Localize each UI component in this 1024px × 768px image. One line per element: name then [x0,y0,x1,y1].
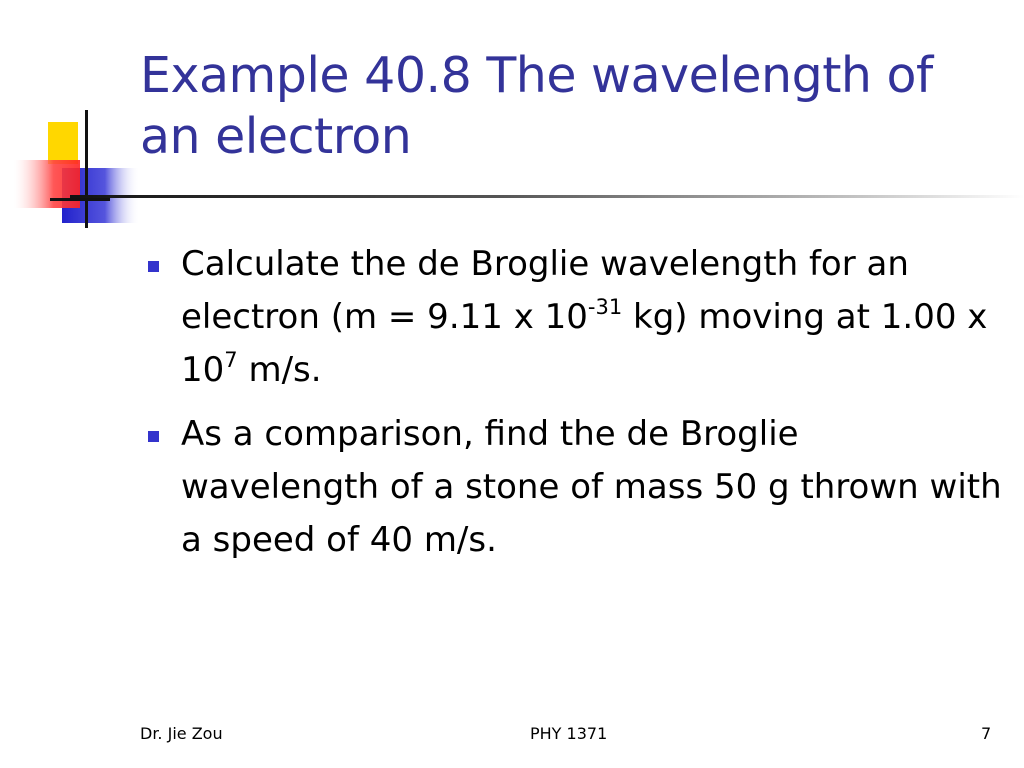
bullet-item [146,238,1006,397]
bullet-square-icon [148,431,159,442]
bullet-item [146,408,1006,567]
bullet-text-segment: kg) moving at 1.00 x 10 [181,297,988,390]
bullet-text [181,414,1002,560]
exponent: 7 [224,348,238,372]
footer-author: Dr. Jie Zou [140,724,223,743]
exponent: -31 [587,295,623,319]
bullet-text-segment: m/s. [237,350,322,390]
bullet-text [181,244,987,390]
slide-title: Example 40.8 The wavelength of an electron [140,47,933,165]
footer-course: PHY 1371 [530,724,608,743]
bullet-text-segment: As a comparison, find the de Broglie wavelength of a stone of mass 50 g thrown with a speed of 40 m/s. [181,414,1002,560]
title-divider [70,195,1024,198]
deco-yellow-square [48,122,78,164]
bullet-text-segment: Calculate the de Broglie wavelength for an electron (m = 9.11 x 10 [181,244,909,337]
footer-page-number: 7 [981,724,992,743]
bullet-list [146,238,1006,578]
corner-decoration-icon [0,100,140,230]
deco-vertical-line [85,110,88,228]
deco-horizontal-line [50,198,110,201]
bullet-square-icon [148,261,159,272]
